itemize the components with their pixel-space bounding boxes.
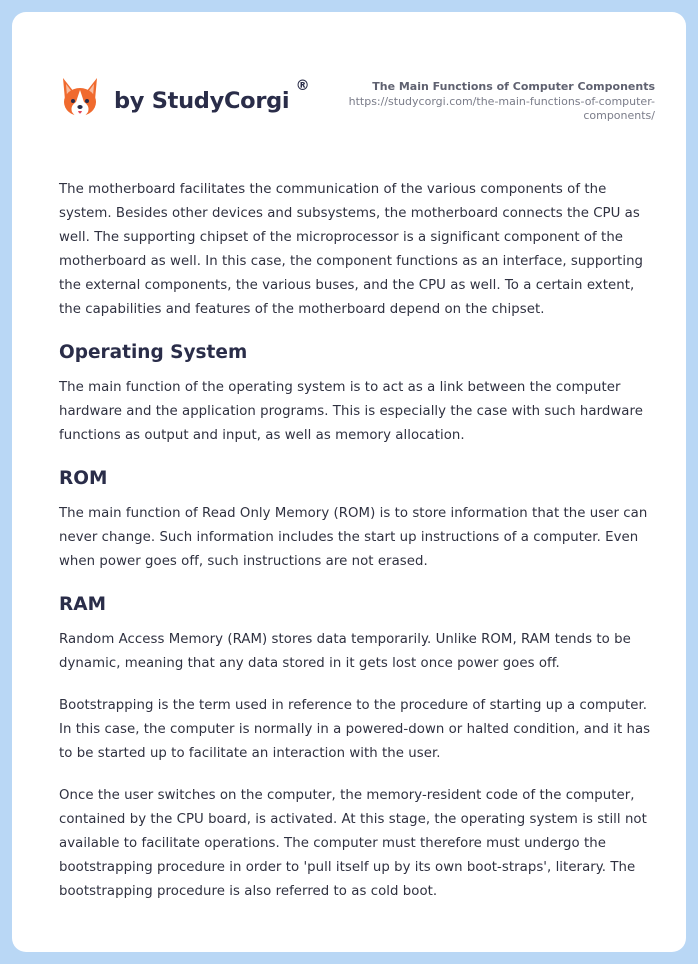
- heading-operating-system: Operating System: [59, 342, 248, 363]
- corgi-logo-icon: [60, 76, 100, 120]
- document-header: [12, 12, 686, 142]
- paragraph-motherboard: The motherboard facilitates the communication of the various components of the system. Besides other devices and subsystems, the motherboard connects the CPU as well. The supporting chipset of the microprocessor is a significant component of the motherboard as well. In this case, the component functions as an interface, supporting the external components, the various buses, and the CPU as well. To a certain extent, the capabilities and features of the motherboard depend on the chipset.: [59, 182, 644, 317]
- paragraph-ram: Random Access Memory (RAM) stores data temporarily. Unlike ROM, RAM tends to be dynamic, meaning that any data stored in it gets lost once power goes off.: [59, 632, 631, 671]
- paragraph-operating-system: The main function of the operating system is to act as a link between the computer hardware and the application programs. This is especially the case with such hardware functions as output and input, as well as memory allocation.: [59, 380, 643, 443]
- paragraph-cold-boot: Once the user switches on the computer, the memory-resident code of the computer, contained by the CPU board, is activated. At this stage, the operating system is still not available to facilitate operations. The computer must therefore must undergo the bootstrapping procedure in order to 'pull itself up by its own boot-straps', literary. The bootstrapping procedure is also referred to as cold boot.: [59, 788, 647, 899]
- document-title: The Main Functions of Computer Components: [372, 80, 655, 93]
- document-card: [12, 12, 686, 952]
- document-meta: [325, 80, 655, 122]
- brand-text: by StudyCorgi: [114, 88, 290, 114]
- brand-name: [114, 78, 310, 114]
- heading-ram: RAM: [59, 594, 106, 615]
- document-url[interactable]: https://studycorgi.com/the-main-functions-of-computer-components/: [348, 95, 655, 122]
- paragraph-rom: The main function of Read Only Memory (ROM) is to store information that the user can never change. Such information includes the start up instructions of a computer. Even when power goes off, such instructions are not erased.: [59, 506, 648, 569]
- paragraph-bootstrapping: Bootstrapping is the term used in reference to the procedure of starting up a computer. In this case, the computer is normally in a powered-down or halted condition, and it has to be started up to facilitate an interaction with the user.: [59, 698, 651, 761]
- registered-mark: ®: [295, 78, 310, 94]
- heading-rom: ROM: [59, 468, 108, 489]
- document-body: [59, 178, 659, 922]
- studycorgi-logo[interactable]: [60, 76, 310, 120]
